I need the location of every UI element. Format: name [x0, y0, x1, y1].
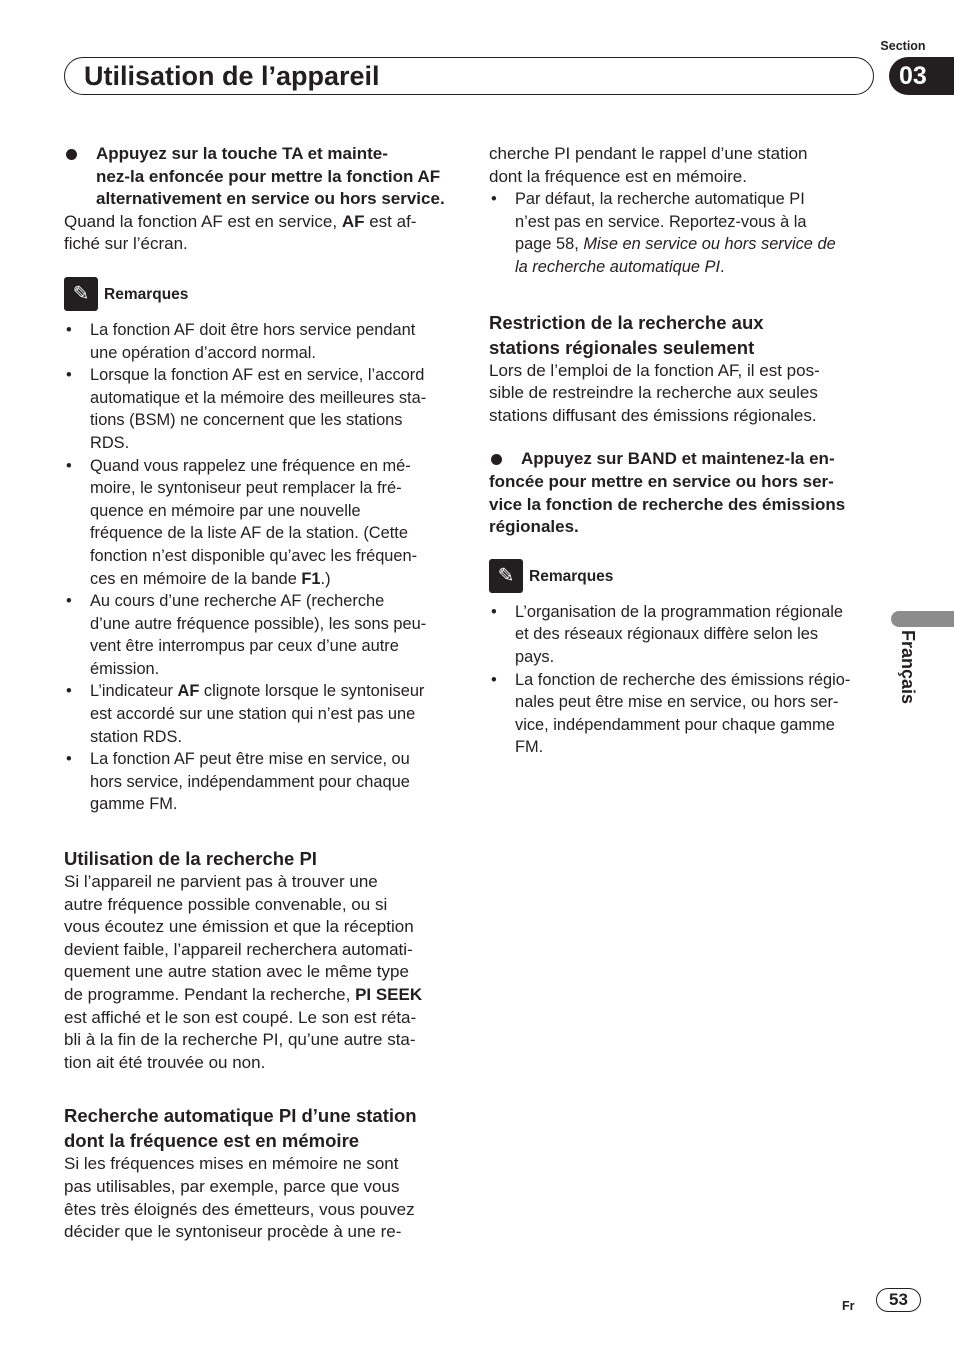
heading-auto-pi: Recherche automatique PI d’une station dont la fréquence est en mémoire: [64, 1105, 417, 1152]
heading-regional: Restriction de la recherche aux stations régionales seulement: [489, 311, 764, 358]
list-item: • L’organisation de la programmation régionale et des réseaux régionaux diffère selon les pays.: [489, 601, 879, 669]
list-item: • La fonction AF doit être hors service pendant une opération d’accord normal.: [64, 319, 456, 364]
auto-pi-continuation: cherche PI pendant le rappel d’une station dont la fréquence est en mémoire.: [489, 144, 808, 186]
section-number-badge: 03: [889, 57, 954, 95]
list-item: • Par défaut, la recherche automatique PI n’est pas en service. Reportez-vous à la page 58, Mise en service ou hors service de la recherche automatique PI.: [489, 188, 879, 278]
list-item: • L’indicateur AF clignote lorsque le syntoniseur est accordé sur une station qui n’est pas une station RDS.: [64, 680, 456, 748]
list-item: • Quand vous rappelez une fréquence en mé- moire, le syntoniseur peut remplacer la fré- quence en mémoire par une nouvelle fréquence de la liste AF de la station. (Cette fonction n’est disponible qu’avec les fréquen- ces en mémoire de la bande F1.): [64, 455, 456, 591]
step-bullet-icon: [66, 149, 77, 160]
right-column: [489, 143, 879, 759]
page-title: Utilisation de l’appareil: [84, 61, 380, 91]
auto-pi-paragraph: Si les fréquences mises en mémoire ne sont pas utilisables, par exemple, parce que vous êtes très éloignés des émetteurs, vous pouvez décider que le syntoniseur procède à une re-: [64, 1154, 415, 1242]
step-body: fiché sur l’écran.: [64, 234, 188, 254]
left-column: [64, 143, 456, 1244]
step-line: Appuyez sur la touche TA et mainte-: [96, 144, 388, 163]
remarks-list: [64, 319, 456, 816]
step-body: Quand la fonction AF est en service, AF est af-: [64, 211, 417, 231]
list-item: • Lorsque la fonction AF est en service, l’accord automatique et la mémoire des meilleures sta- tions (BSM) ne concernent que les stations RDS.: [64, 364, 456, 454]
default-note-list: [489, 188, 879, 278]
heading-pi-search: Utilisation de la recherche PI: [64, 848, 317, 870]
list-item: • Au cours d’une recherche AF (recherche d’une autre fréquence possible), les sons peu- vent être interrompus par ceux d’une autre émission.: [64, 590, 456, 680]
pencil-icon: ✎: [489, 559, 523, 593]
step-line: nez-la enfoncée pour mettre la fonction AF: [96, 166, 441, 186]
page-number: 53: [876, 1288, 921, 1312]
remarks-label: Remarques: [529, 567, 614, 585]
list-item: • La fonction AF peut être mise en service, ou hors service, indépendamment pour chaque gamme FM.: [64, 748, 456, 816]
pi-paragraph: Si l’appareil ne parvient pas à trouver une autre fréquence possible convenable, ou si vous écoutez une émission et que la réception devient faible, l’appareil recherchera automati- quement une autre station avec le même type de programme. Pendant la recherche, PI SEEK est affiché et le son est coupé. Le son est réta- bli à la fin de la recherche PI, qu’une autre sta- tion ait été trouvée ou non.: [64, 872, 423, 1072]
regional-paragraph: Lors de l’emploi de la fonction AF, il est pos- sible de restreindre la recherche aux seules stations diffusant des émissions régionales.: [489, 360, 820, 425]
language-tab-marker: [891, 611, 954, 627]
remarks-heading: [489, 559, 879, 593]
remarks-label: Remarques: [104, 285, 189, 303]
step-af-toggle: [64, 143, 456, 211]
remarks-heading: [64, 277, 456, 311]
pencil-icon: ✎: [64, 277, 98, 311]
list-item: • La fonction de recherche des émissions régio- nales peut être mise en service, ou hors ser- vice, indépendamment pour chaque gamme FM.: [489, 669, 879, 759]
step-line: alternativement en service ou hors service.: [96, 189, 445, 209]
language-tab-label: Français: [898, 630, 918, 705]
step-regional: Appuyez sur BAND et maintenez-la en- foncée pour mettre en service ou hors ser- vice la fonction de recherche des émissions régionales.: [489, 449, 846, 537]
footer-language-code: Fr: [842, 1299, 855, 1313]
section-label: Section: [880, 39, 926, 53]
step-bullet-icon: [491, 454, 502, 465]
remarks-list: [489, 601, 879, 759]
